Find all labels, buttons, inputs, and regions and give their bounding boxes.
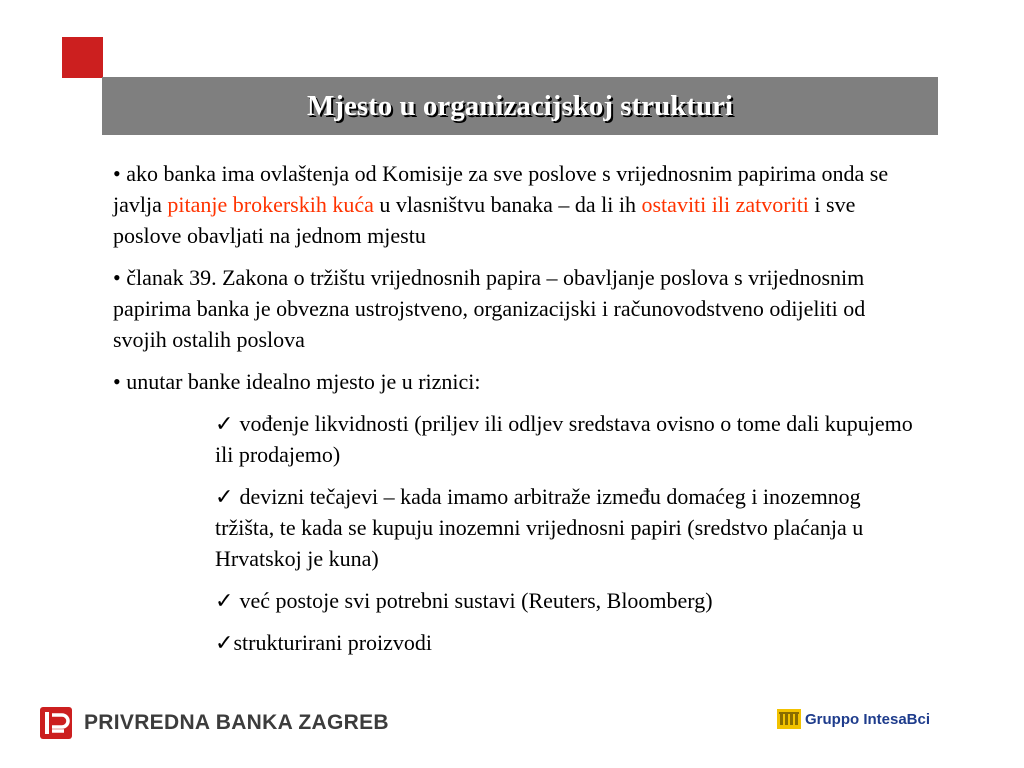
- sub-bullet-item: [215, 408, 923, 470]
- bullet-item: [113, 262, 923, 355]
- intesa-logo: [777, 707, 930, 731]
- highlighted-text: pitanje brokerskih kuća: [167, 192, 374, 217]
- bullet-text: unutar banke idealno mjesto je u riznici:: [126, 369, 481, 394]
- highlighted-text: ostaviti ili zatvoriti: [641, 192, 809, 217]
- bullet-text: članak 39. Zakona o tržištu vrijednosnih papira – obavljanje poslova s vrijednosnim papirima banka je obvezna ustrojstveno, organizacijski i računovodstveno odijeliti od svojih ostalih poslova: [113, 265, 866, 352]
- checkmark-icon: ✓: [215, 484, 234, 509]
- intesa-logo-text: Gruppo IntesaBci: [805, 710, 931, 728]
- bullet-text: i sve poslove obavljati na jednom mjestu: [113, 192, 856, 248]
- slide-content: [113, 158, 923, 669]
- bullet-marker: •: [113, 369, 121, 394]
- slide-title: Mjesto u organizacijskoj strukturi: [306, 89, 734, 122]
- bullet-item: [113, 366, 923, 397]
- sub-bullet-text: devizni tečajevi – kada imamo arbitraže između domaćeg i inozemnog tržišta, te kada se kupuju inozemni vrijednosni papiri (sredstvo plaćanja u Hrvatskoj je kuna): [215, 484, 864, 571]
- bullet-marker: •: [113, 161, 121, 186]
- checkmark-icon: ✓: [215, 630, 234, 655]
- sub-bullet-item: [215, 585, 923, 616]
- pbz-logo: [40, 706, 389, 740]
- pbz-logo-icon: [40, 707, 72, 739]
- checkmark-icon: ✓: [215, 588, 234, 613]
- pbz-logo-text: PRIVREDNA BANKA ZAGREB: [84, 711, 389, 734]
- sub-bullet-text: strukturirani proizvodi: [233, 630, 433, 655]
- checkmark-icon: ✓: [215, 411, 234, 436]
- sub-bullet-item: [215, 627, 923, 658]
- sub-bullet-item: [215, 481, 923, 574]
- title-bar: [102, 77, 938, 135]
- bullet-text: ako banka ima ovlaštenja od Komisije za sve poslove s vrijednosnim papirima onda se javlja: [113, 161, 889, 217]
- bullet-text: u vlasništvu banaka – da li ih: [373, 192, 642, 217]
- bullet-item: [113, 158, 923, 251]
- bullet-marker: •: [113, 265, 121, 290]
- sub-bullet-text: vođenje likvidnosti (priljev ili odljev sredstava ovisno o tome dali kupujemo ili prodajemo): [215, 411, 913, 467]
- accent-square: [62, 37, 103, 78]
- intesa-logo-icon: [777, 709, 801, 729]
- sub-bullet-text: već postoje svi potrebni sustavi (Reuters, Bloomberg): [239, 588, 713, 613]
